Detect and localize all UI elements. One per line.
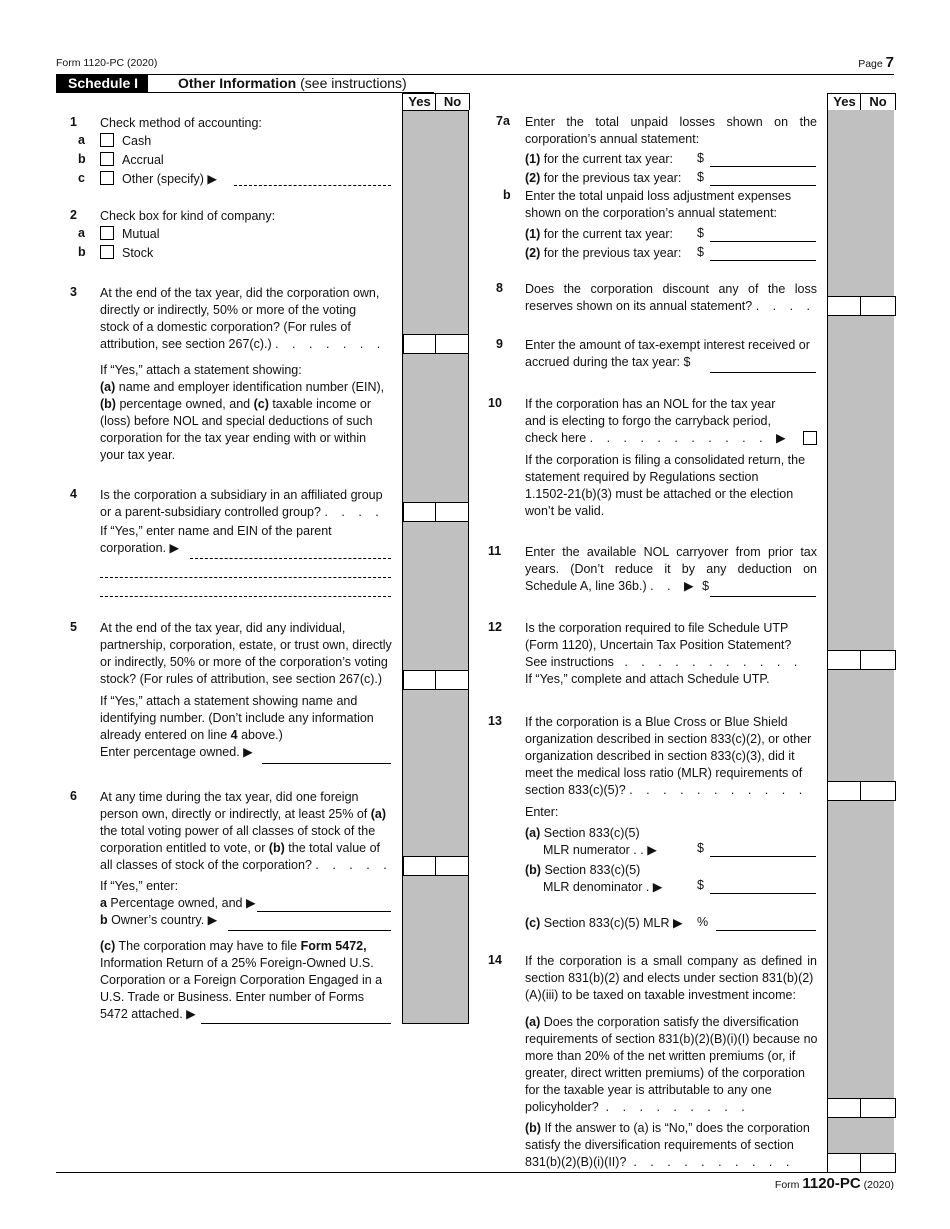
q5-instructions: If “Yes,” attach a statement showing name and identifying number. (Don’t include any information already entered on line 4 above.) Enter percentage owned. ▶: [100, 694, 374, 759]
q1-b-letter: b: [78, 152, 86, 166]
q14a-text: (a) Does the corporation satisfy the diversification requirements of section 831(b)(2)(B)(i)(I) because no more than 20% of the net written premiums (or, if greater, direct written premiums) of the corporation for the taxable year is attributable to any one policyholder? . . . . . . . . .: [525, 1015, 818, 1114]
right-yes-header: Yes: [827, 93, 862, 110]
q1-accrual-option[interactable]: Accrual: [100, 152, 164, 169]
other-specify-field[interactable]: [234, 185, 391, 186]
q14-text: If the corporation is a small company as defined in section 831(b)(2) and elects under section 831(b)(2) (A)(iii) to be taxed on taxable investment income:: [525, 954, 817, 1002]
q13c-percent: %: [697, 915, 709, 929]
q6-form5472: (c) The corporation may have to file Form 5472, Information Return of a 25% Foreign-Owned U.S. Corporation or a Foreign Corporation Engaged in a U.S. Trade or Business. Enter number of Forms 5472 attached. ▶: [100, 939, 383, 1021]
q8-text: Does the corporation discount any of the loss reserves shown on its annual statement? . . . .: [525, 282, 817, 313]
q14a-yes-box[interactable]: [827, 1098, 861, 1118]
q7b-previous: (2) for the previous tax year:: [525, 246, 682, 260]
q7b-text: Enter the total unpaid loss adjustment expenses shown on the corporation’s annual statement:: [525, 189, 792, 220]
q13b-label: (b) Section 833(c)(5) MLR denominator . ▶: [525, 863, 663, 894]
q7b-previous-dollar: $: [697, 245, 704, 259]
q7b-current-field[interactable]: [710, 241, 816, 242]
forms-5472-count-field[interactable]: [201, 1023, 391, 1024]
left-shaded-column: [402, 110, 469, 1024]
right-shaded-column: [827, 110, 894, 1172]
percentage-owned-field[interactable]: [262, 763, 391, 764]
q5-yes-box[interactable]: [403, 670, 436, 690]
q12-no-box[interactable]: [860, 650, 896, 670]
q11-number: 11: [488, 544, 502, 558]
schedule-header: [56, 75, 432, 92]
right-no-header: No: [860, 93, 896, 110]
nol-election-checkbox[interactable]: [803, 431, 817, 445]
q10-number: 10: [488, 396, 502, 410]
q8-no-box[interactable]: [860, 296, 896, 316]
q1-other-option[interactable]: Other (specify) ▶: [100, 171, 217, 188]
q14a-no-box[interactable]: [860, 1098, 896, 1118]
schedule-rule: [56, 92, 434, 93]
q10-note: If the corporation is filing a consolidated return, the statement required by Regulations section 1.1502-21(b)(3) must be attached or the election won’t be valid.: [525, 453, 806, 518]
q13-number: 13: [488, 714, 502, 728]
accrual-checkbox[interactable]: [100, 152, 114, 166]
q6-text: At any time during the tax year, did one foreign person own, directly or indirectly, at least 25% of (a) the total voting power of all classes of stock of the corporation entitled to vote, or (b) the total value of all classes of stock of the corporation? . . . . .: [100, 790, 392, 872]
q7a-current-dollar: $: [697, 151, 704, 165]
q12-number: 12: [488, 620, 502, 634]
schedule-title: Other Information (see instructions): [178, 75, 407, 91]
q7b-previous-field[interactable]: [710, 260, 816, 261]
q2-number: 2: [70, 208, 77, 222]
q3-text: At the end of the tax year, did the corporation own, directly or indirectly, 50% or more of the voting stock of a domestic corporation? (For rules of attribution, see section 267(c).) . . . . . . .: [100, 286, 386, 351]
q13a-label: (a) Section 833(c)(5) MLR numerator . . ▶: [525, 826, 657, 857]
parent-name-field-2[interactable]: [100, 577, 391, 578]
q13a-dollar: $: [697, 841, 704, 855]
q7a-current: (1) for the current tax year:: [525, 152, 673, 166]
mutual-checkbox[interactable]: [100, 226, 114, 240]
q9-text: Enter the amount of tax-exempt interest received or accrued during the tax year: $: [525, 338, 810, 369]
q4-instructions: If “Yes,” enter name and EIN of the parent corporation. ▶: [100, 524, 332, 555]
q14b-yes-box[interactable]: [827, 1153, 861, 1173]
q13-enter: Enter:: [525, 805, 559, 819]
nol-carryover-field[interactable]: [710, 596, 816, 597]
q13-text: If the corporation is a Blue Cross or Blue Shield organization described in section 833(c)(2), or other organization described in section 833(c)(3), did it meet the medical loss ratio (MLR) requirements of section 833(c)(5)? . . . . . . . . . . .: [525, 715, 812, 797]
parent-name-field[interactable]: [190, 558, 391, 559]
q1-text: Check method of accounting:: [100, 116, 262, 130]
q11-text: Enter the available NOL carryover from prior tax years. (Don’t reduce it by any deduction on Schedule A, line 36b.) . . ▶ $: [525, 545, 817, 593]
q7b-current: (1) for the current tax year:: [525, 227, 673, 241]
q4-text: Is the corporation a subsidiary in an affiliated group or a parent-subsidiary controlled group? . . . .: [100, 488, 384, 519]
q2-mutual-option[interactable]: Mutual: [100, 226, 160, 243]
q7a-number: 7a: [496, 114, 510, 128]
q10-text: If the corporation has an NOL for the tax year and is electing to forgo the carryback period, check here . . . . . . . . . . . ▶: [525, 397, 791, 445]
q2-stock-option[interactable]: Stock: [100, 245, 153, 262]
form-id-footer: Form 1120-PC (2020): [774, 1175, 894, 1192]
q6-number: 6: [70, 789, 77, 803]
q8-number: 8: [496, 281, 503, 295]
q3-number: 3: [70, 285, 77, 299]
q5-text: At the end of the tax year, did any individual, partnership, corporation, estate, or trust own, directly or indirectly, 50% or more of the corporation’s voting stock? (For rules of attribution, see section 267(c).): [100, 621, 392, 686]
q2-a-letter: a: [78, 226, 85, 240]
cash-checkbox[interactable]: [100, 133, 114, 147]
q7b-current-dollar: $: [697, 226, 704, 240]
q13-no-box[interactable]: [860, 781, 896, 801]
owner-country-field[interactable]: [228, 930, 391, 931]
q1-number: 1: [70, 115, 77, 129]
q7a-current-field[interactable]: [710, 166, 816, 167]
q7a-previous: (2) for the previous tax year:: [525, 171, 682, 185]
q12-yes-box[interactable]: [827, 650, 861, 670]
left-no-header: No: [435, 93, 470, 110]
q14b-text: (b) If the answer to (a) is “No,” does the corporation satisfy the diversification requirements of section 831(b)(2)(B)(i)(II)? . . . . . . . . . .: [525, 1121, 810, 1169]
q14-number: 14: [488, 953, 502, 967]
q1-c-letter: c: [78, 171, 85, 185]
q4-yes-box[interactable]: [403, 502, 436, 522]
q14b-no-box[interactable]: [860, 1153, 896, 1173]
q4-no-box[interactable]: [435, 502, 469, 522]
q8-yes-box[interactable]: [827, 296, 861, 316]
q3-yes-box[interactable]: [403, 334, 436, 354]
q7a-previous-dollar: $: [697, 170, 704, 184]
q2-b-letter: b: [78, 245, 86, 259]
form-id-header: Form 1120-PC (2020): [56, 57, 158, 69]
q1-a-letter: a: [78, 133, 85, 147]
q7a-previous-field[interactable]: [710, 185, 816, 186]
q3-no-box[interactable]: [435, 334, 469, 354]
q1-cash-option[interactable]: Cash: [100, 133, 151, 150]
foreign-percentage-field[interactable]: [257, 911, 391, 912]
q4-number: 4: [70, 487, 77, 501]
q9-number: 9: [496, 337, 503, 351]
q12-text: Is the corporation required to file Schedule UTP (Form 1120), Uncertain Tax Position Statement? See instructions . . . . . . . . . . . If “Yes,” complete and attach Schedule UTP.: [525, 621, 803, 686]
q6-no-box[interactable]: [435, 856, 469, 876]
q5-number: 5: [70, 620, 77, 634]
mlr-denominator-field[interactable]: [710, 893, 816, 894]
q2-text: Check box for kind of company:: [100, 209, 276, 223]
q7b-number: b: [503, 188, 511, 202]
q6-yes-box[interactable]: [403, 856, 436, 876]
bottom-rule: [56, 1172, 894, 1173]
mlr-numerator-field[interactable]: [710, 856, 816, 857]
page-number: Page 7: [858, 54, 894, 71]
parent-ein-field[interactable]: [100, 596, 391, 597]
mlr-field[interactable]: [716, 930, 816, 931]
q6-enter: If “Yes,” enter: a Percentage owned, and ▶ b Owner’s country. ▶: [100, 879, 256, 927]
q13-yes-box[interactable]: [827, 781, 861, 801]
schedule-tag: Schedule I: [56, 75, 148, 92]
q7a-text: Enter the total unpaid losses shown on the corporation’s annual statement:: [525, 115, 817, 146]
stock-checkbox[interactable]: [100, 245, 114, 259]
tax-exempt-interest-field[interactable]: [710, 372, 816, 373]
left-yes-header: Yes: [402, 93, 437, 110]
other-checkbox[interactable]: [100, 171, 114, 185]
q13b-dollar: $: [697, 878, 704, 892]
q3-instructions: If “Yes,” attach a statement showing: (a) name and employer identification number (EIN), (b) percentage owned, and (c) taxable income or (loss) before NOL and special deductions of such corporation for the tax year ending with or within your tax year.: [100, 363, 385, 462]
q13c-label: (c) Section 833(c)(5) MLR ▶: [525, 916, 683, 930]
q5-no-box[interactable]: [435, 670, 469, 690]
